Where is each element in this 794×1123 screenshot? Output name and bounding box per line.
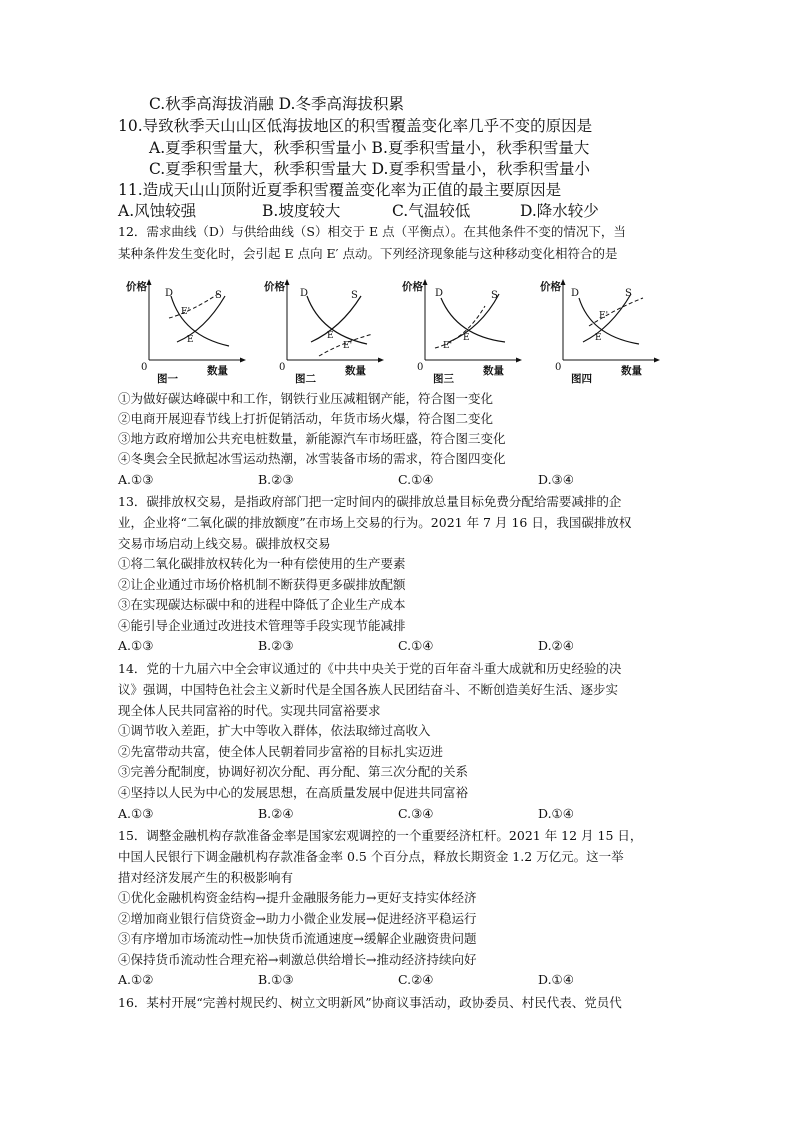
q12-stem-line2: 某种条件发生变化时，会引起 E 点向 E′ 点动。下列经济现象能与这种移动变化相符合的是 xyxy=(118,246,618,261)
q12-item-1: ①为做好碳达峰碳中和工作，钢铁行业压减粗钢产能，符合图一变化 xyxy=(118,391,494,406)
q12-option-c: C.①④ xyxy=(398,472,434,487)
q15-option-d: D.①④ xyxy=(538,972,574,987)
x-axis-arrow xyxy=(240,358,246,363)
q15-stem-line3: 措对经济发展产生的积极影响有 xyxy=(118,870,294,885)
supply-curve-s xyxy=(449,294,499,342)
x-label: 数量 xyxy=(207,365,228,377)
origin-label: 0 xyxy=(555,362,562,373)
graph-4 xyxy=(539,278,659,385)
e-label: E xyxy=(187,335,194,345)
q12-item-4: ④冬奥会全民掀起冰雪运动热潮，冰雪装备市场的需求，符合图四变化 xyxy=(118,451,506,466)
supply-curve-shifted xyxy=(589,298,643,326)
demand-curve-d xyxy=(579,298,639,344)
q15-item-4: ④保持货币流动性合理充裕→刺激总供给增长→推动经济持续向好 xyxy=(118,952,477,967)
q14-item-4: ④坚持以人民为中心的发展思想，在高质量发展中促进共同富裕 xyxy=(118,785,469,800)
graph-caption: 图四 xyxy=(571,373,592,385)
q14-option-a: A.①③ xyxy=(118,806,154,821)
y-label: 价格 xyxy=(540,281,561,293)
q14-option-c: C.③④ xyxy=(398,806,434,821)
q13-item-4: ④能引导企业通过改进技术管理等手段实现节能减排 xyxy=(118,618,406,633)
demand-curve-d xyxy=(307,296,367,344)
s-label: S xyxy=(215,290,222,301)
origin-label: 0 xyxy=(279,362,286,373)
q16-stem-line1: 16．某村开展“完善村规民约、树立文明新风”协商议事活动，政协委员、村民代表、党员代 xyxy=(118,995,622,1010)
graph-2-svg xyxy=(263,278,383,385)
x-label: 数量 xyxy=(345,365,366,377)
q14-stem-line2: 议》强调，中国特色社会主义新时代是全国各族人民团结奋斗、不断创造美好生活、逐步实 xyxy=(118,682,619,697)
x-label: 数量 xyxy=(483,365,504,377)
q13-item-2: ②让企业通过市场价格机制不断获得更多碳排放配额 xyxy=(118,577,406,592)
q12-option-a: A.①③ xyxy=(118,472,154,487)
graph-4-svg xyxy=(539,278,659,385)
q15-item-2: ②增加商业银行信贷资金→助力小微企业发展→促进经济平稳运行 xyxy=(118,911,477,926)
y-label: 价格 xyxy=(402,281,423,293)
x-label: 数量 xyxy=(621,365,642,377)
q14-stem-line3: 现全体人民共同富裕的时代。实现共同富裕要求 xyxy=(118,703,381,718)
d-label: D xyxy=(300,288,309,299)
q9-options: C.秋季高海拔消融 D.冬季高海拔积累 xyxy=(149,95,404,113)
q14-item-3: ③完善分配制度，协调好初次分配、再分配、第三次分配的关系 xyxy=(118,764,469,779)
y-axis-arrow xyxy=(285,279,290,285)
demand-curve-d xyxy=(441,298,505,342)
q11-option-c: C.气温较低 xyxy=(392,202,471,220)
q13-option-d: D.②④ xyxy=(538,638,574,653)
graph-1-svg xyxy=(125,278,245,385)
graph-caption: 图三 xyxy=(433,373,454,385)
supply-demand-graphs xyxy=(125,278,645,385)
e-label: E xyxy=(463,333,470,343)
q13-option-c: C.①④ xyxy=(398,638,434,653)
q13-stem-line3: 交易市场启动上线交易。碳排放权交易 xyxy=(118,536,331,551)
q12-item-3: ③地方政府增加公共充电桩数量，新能源汽车市场旺盛，符合图三变化 xyxy=(118,431,506,446)
x-axis-arrow xyxy=(516,358,522,363)
d-label: D xyxy=(571,288,580,299)
q15-option-a: A.①② xyxy=(118,972,154,987)
q12-option-b: B.②③ xyxy=(258,472,294,487)
q12-option-d: D.③④ xyxy=(538,472,574,487)
q13-item-3: ③在实现碳达标碳中和的进程中降低了企业生产成本 xyxy=(118,597,406,612)
q14-option-b: B.②④ xyxy=(258,806,294,821)
e-label: E xyxy=(595,333,602,343)
q14-item-2: ②先富带动共富，使全体人民朝着同步富裕的目标扎实迈进 xyxy=(118,744,444,759)
graph-caption: 图一 xyxy=(157,373,178,385)
q11-option-d: D.降水较少 xyxy=(520,202,599,220)
q14-option-d: D.①④ xyxy=(538,806,574,821)
x-axis-arrow xyxy=(654,358,660,363)
s-label: S xyxy=(625,288,632,299)
q15-item-3: ③有序增加市场流动性→加快货币流通速度→缓解企业融资贵问题 xyxy=(118,931,477,946)
y-label: 价格 xyxy=(264,281,285,293)
graph-3 xyxy=(401,278,521,385)
q15-item-1: ①优化金融机构资金结构→提升金融服务能力→更好支持实体经济 xyxy=(118,890,477,905)
e-prime-label: E' xyxy=(343,341,353,351)
q11-stem: 11.造成天山山顶附近夏季积雪覆盖变化率为正值的最主要原因是 xyxy=(118,181,562,199)
x-axis-arrow xyxy=(378,358,384,363)
origin-label: 0 xyxy=(141,362,148,373)
q13-option-a: A.①③ xyxy=(118,638,154,653)
graph-caption: 图二 xyxy=(295,373,316,385)
supply-curve-s xyxy=(311,296,361,342)
e-prime-label: E' xyxy=(599,311,609,321)
q12-stem-line1: 12．需求曲线（D）与供给曲线（S）相交于 E 点（平衡点）。在其他条件不变的情况下，当 xyxy=(118,224,626,239)
s-label: S xyxy=(351,290,358,301)
graph-2 xyxy=(263,278,383,385)
q14-stem-line1: 14．党的十九届六中全会审议通过的《中共中央关于党的百年奋斗重大成就和历史经验的决 xyxy=(118,661,622,676)
q13-option-b: B.②③ xyxy=(258,638,294,653)
q15-option-c: C.②④ xyxy=(398,972,434,987)
q13-stem-line2: 业，企业将“二氧化碳的排放额度”在市场上交易的行为。2021 年 7 月 16 日，我国碳排放权 xyxy=(118,515,632,530)
e-label: E xyxy=(327,331,334,341)
graph-3-svg xyxy=(401,278,521,385)
y-label: 价格 xyxy=(126,281,147,293)
e-prime-label: E' xyxy=(181,307,191,317)
q10-stem: 10.导致秋季天山山区低海拔地区的积雪覆盖变化率几乎不变的原因是 xyxy=(118,117,593,135)
q15-stem-line1: 15．调整金融机构存款准备金率是国家宏观调控的一个重要经济杠杆。2021 年 12 月 15 日， xyxy=(118,828,643,843)
graph-1 xyxy=(125,278,245,385)
e-prime-label: E' xyxy=(443,341,453,351)
d-label: D xyxy=(435,288,444,299)
y-axis-arrow xyxy=(561,279,566,285)
q10-options-ab: A.夏季积雪量大，秋季积雪量小 B.夏季积雪量小，秋季积雪量大 xyxy=(149,139,590,157)
d-label: D xyxy=(165,288,174,299)
origin-label: 0 xyxy=(417,362,424,373)
q15-option-b: B.①③ xyxy=(258,972,294,987)
q12-item-2: ②电商开展迎春节线上打折促销活动，年货市场火爆，符合图二变化 xyxy=(118,411,494,426)
q13-item-1: ①将二氧化碳排放权转化为一种有偿使用的生产要素 xyxy=(118,556,406,571)
y-axis-arrow xyxy=(147,279,152,285)
q15-stem-line2: 中国人民银行下调金融机构存款准备金率 0.5 个百分点，释放长期资金 1.2 万亿元。这一举 xyxy=(118,849,624,864)
q13-stem-line1: 13．碳排放权交易，是指政府部门把一定时间内的碳排放总量目标免费分配给需要减排的企 xyxy=(118,494,622,509)
y-axis-arrow xyxy=(423,279,428,285)
q11-option-b: B.坡度较大 xyxy=(262,202,341,220)
q14-item-1: ①调节收入差距，扩大中等收入群体，依法取缔过高收入 xyxy=(118,723,431,738)
s-label: S xyxy=(491,290,498,301)
q10-options-cd: C.夏季积雪量大，秋季积雪量大 D.夏季积雪量小，秋季积雪量小 xyxy=(149,160,590,178)
q11-option-a: A.风蚀较强 xyxy=(118,202,197,220)
